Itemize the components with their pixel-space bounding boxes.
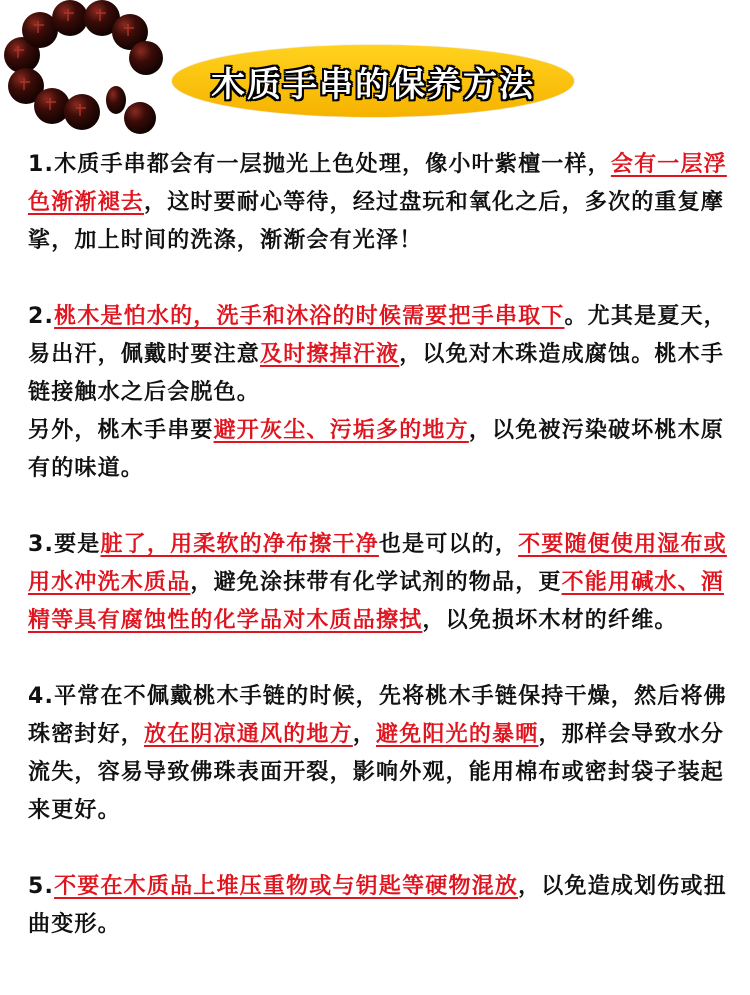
body-text: 2. [28, 304, 55, 329]
body-text: 5. [28, 874, 55, 899]
highlighted-text: 及时擦掉汗液 [260, 342, 400, 367]
body-text: ， [352, 722, 377, 747]
highlighted-text: 桃木是怕水的，洗手和沐浴的时候需要把手串取下 [54, 304, 565, 329]
highlighted-text: 避免阳光的暴晒 [376, 722, 539, 747]
paragraph-2 [28, 298, 734, 412]
body-text: 。尤其是夏天，易出汗，佩戴时要注意 [28, 304, 727, 367]
highlighted-text: 脏了，用柔软的净布擦干净 [100, 532, 379, 557]
highlighted-text: 不要随便使用湿布或用水冲洗木质品 [28, 532, 727, 595]
highlighted-text: 避开灰尘、污垢多的地方 [213, 418, 469, 443]
paragraph-5 [28, 678, 734, 830]
article-body [28, 146, 734, 982]
paragraph-4 [28, 526, 734, 640]
title-banner [172, 45, 574, 117]
body-text: ，以免造成划伤或扭曲变形。 [28, 874, 727, 937]
body-text: ，避免涂抹带有化学试剂的物品，更 [190, 570, 562, 595]
body-text: 4.平常在不佩戴桃木手链的时候，先将桃木手链保持干燥，然后将佛珠密封好， [28, 684, 727, 747]
body-text: 另外，桃木手串要 [28, 418, 214, 443]
body-text: ，以免损坏木材的纤维。 [422, 608, 678, 633]
body-text: 1.木质手串都会有一层抛光上色处理，像小叶紫檀一样， [28, 152, 611, 177]
body-text: 3.要是 [28, 532, 101, 557]
bracelet-image [0, 0, 165, 140]
body-text: 也是可以的， [378, 532, 519, 557]
body-text: ，以免对木珠造成腐蚀。桃木手链接触水之后会脱色。 [28, 342, 725, 405]
body-text: ，这时要耐心等待，经过盘玩和氧化之后，多次的重复摩挲，加上时间的洗涤，渐渐会有光泽！ [28, 190, 725, 253]
highlighted-text: 不能用碱水、酒精等具有腐蚀性的化学品对木质品擦拭 [28, 570, 725, 633]
highlighted-text: 放在阴凉通风的地方 [144, 722, 353, 747]
paragraph-1 [28, 146, 734, 260]
paragraph-6 [28, 868, 734, 944]
highlighted-text: 会有一层浮色渐渐褪去 [28, 152, 727, 215]
highlighted-text: 不要在木质品上堆压重物或与钥匙等硬物混放 [54, 874, 519, 899]
body-text: ，那样会导致水分流失，容易导致佛珠表面开裂，影响外观，能用棉布或密封袋子装起来更好。 [28, 722, 725, 823]
paragraph-3 [28, 412, 734, 488]
body-text: ，以免被污染破坏桃木原有的味道。 [28, 418, 725, 481]
page-title: 木质手串的保养方法 [211, 64, 535, 105]
